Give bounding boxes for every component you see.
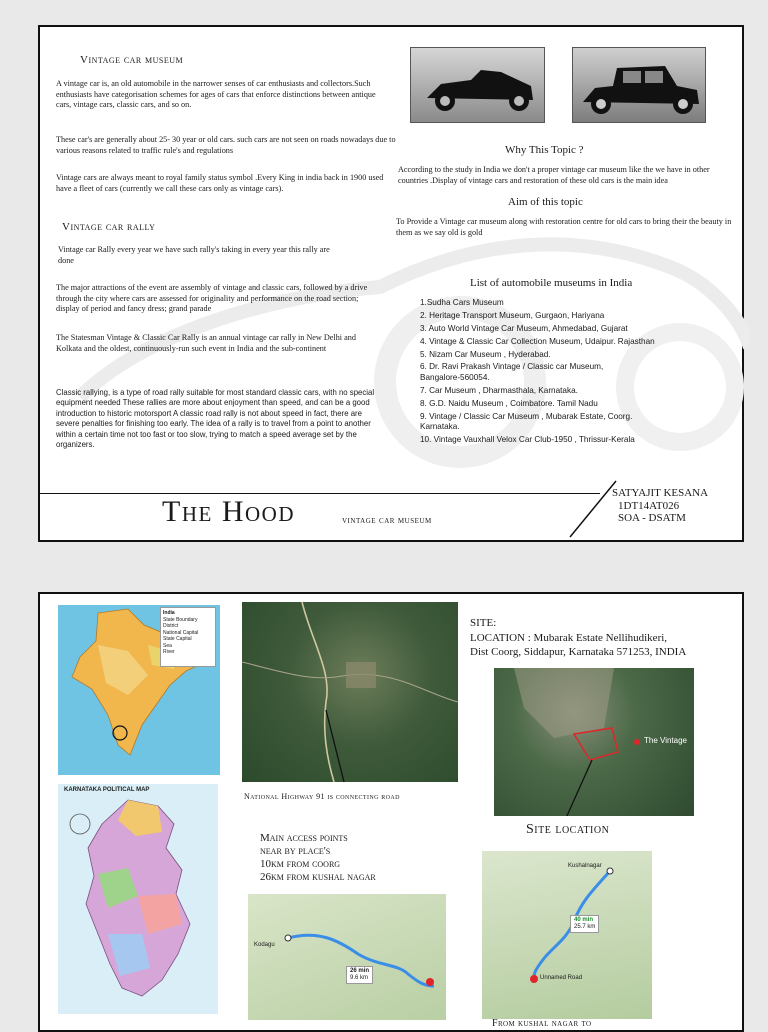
india-map-legend: [160, 607, 216, 667]
rally-paragraph-4: Classic rallying, is a type of road rally suitable for most standard classic cars, with no special equipment needed These rallies are more about enjoyment than speed, and can be a good introduction to historic motorsport A classic road rally is not about speed in fact, there are severe penalties for finishing too early. The idea of a rally is to travel from a point to another within a certain time not too fast or too slow, trying to match a speed average set by the organizers.: [56, 388, 375, 450]
india-map: [58, 605, 220, 775]
karnataka-map-title: KARNATAKA POLITICAL MAP: [64, 787, 150, 793]
route2-dist: 25.7 km: [574, 924, 596, 930]
route1-time: 26 min: [350, 968, 370, 974]
legend-item: State Capital: [163, 636, 192, 642]
rally-paragraph-1: Vintage car Rally every year we have such rally's taking in every year this rally are done: [58, 245, 330, 265]
vintage-car-photo-2: [572, 47, 706, 123]
poster-sheet-2: [38, 592, 744, 1032]
list-item: 2. Heritage Transport Museum, Gurgaon, Hariyana: [420, 310, 605, 320]
legend-item: District: [163, 623, 179, 629]
site-location-text: [470, 616, 686, 660]
bottom-caption: From kushal nagar to: [492, 1018, 592, 1029]
road-icon: [242, 602, 458, 782]
site-label: SITE:: [470, 617, 497, 629]
route1-town: Kodagu: [254, 942, 275, 948]
route2-town: Kushalnagar: [568, 863, 602, 869]
author-school: SOA - DSATM: [618, 512, 686, 524]
site-satellite-map: [494, 668, 694, 816]
legend-item: River: [163, 649, 175, 655]
route-line-icon: [482, 851, 652, 1019]
legend-item: National Capital: [163, 629, 199, 636]
vintage-car-icon: [411, 48, 544, 122]
title-diagonal-divider: [568, 479, 618, 539]
legend-item: State Boundary: [163, 616, 198, 623]
location-line-1: LOCATION : Mubarak Estate Nellihudikeri,: [470, 631, 668, 644]
route2-time: 40 min: [574, 917, 594, 923]
list-item: 1.Sudha Cars Museum: [420, 298, 504, 307]
karnataka-map: [58, 784, 218, 1014]
route2-destination: Unnamed Road: [540, 975, 583, 981]
museum-list: [420, 298, 720, 448]
access-line: near by place's: [260, 845, 331, 857]
list-item: 6. Dr. Ravi Prakash Vintage / Classic car Museum, Bangalore-560054.: [420, 362, 604, 383]
satellite-label: The Vintage: [644, 736, 687, 745]
legend-title: India: [163, 610, 175, 616]
route1-info: [346, 966, 373, 984]
route-line-icon: [248, 894, 446, 1020]
highway-satellite-map: [242, 602, 458, 782]
author-block: [612, 487, 708, 525]
rally-heading: Vintage car rally: [62, 221, 156, 233]
aim-heading: Aim of this topic: [508, 196, 583, 208]
list-item: 10. Vintage Vauxhall Velox Car Club-1950 , Thrissur-Kerala: [420, 435, 635, 445]
author-name: SATYAJIT KESANA: [612, 487, 709, 499]
location-line-2: Dist Coorg, Siddapur, Karnataka 571253, INDIA: [470, 646, 687, 658]
access-line: 10km from coorg: [260, 858, 341, 870]
karnataka-map-icon: [58, 784, 218, 1014]
why-text: According to the study in India we don't a proper vintage car museum like the we have in other countries .Display of vintage cars and restoration of these old cars is the main idea: [398, 165, 710, 185]
site-location-caption: Site location: [526, 822, 610, 837]
access-line: 26km from kushal nagar: [260, 871, 376, 883]
why-heading: Why This Topic ?: [505, 144, 584, 156]
vintage-car-photo-1: [410, 47, 545, 123]
museum-paragraph-2: These car's are generally about 25- 30 year or old cars. such cars are not seen on roads nowadays due to various reasons related to traffic rule's and regulations: [56, 135, 396, 155]
rally-paragraph-3: The Statesman Vintage & Classic Car Rally is an annual vintage car rally in New Delhi and Kolkata and the oldest, continuously-run such event in India and the sub-continent: [56, 333, 356, 353]
list-item: 5. Nizam Car Museum , Hyderabad.: [420, 349, 551, 359]
highway-caption: National Highway 91 is connecting road: [244, 792, 400, 801]
route1-dist: 9.6 km: [350, 975, 369, 981]
rally-paragraph-2: The major attractions of the event are assembly of vintage and classic cars, followed by a drive through the city where cars are assessed for originality and performance on the road section; display of period and fancy dress; grand parade: [56, 283, 368, 314]
list-item: 4. Vintage & Classic Car Collection Museum, Udaipur. Rajasthan: [420, 336, 655, 346]
list-item: 3. Auto World Vintage Car Museum, Ahmedabad, Gujarat: [420, 323, 628, 333]
museum-heading: Vintage car museum: [80, 54, 184, 66]
museum-list-heading: List of automobile museums in India: [470, 277, 633, 289]
aim-text: To Provide a Vintage car museum along with restoration centre for old cars to bring their the beauty in them as we say old is gold: [396, 217, 732, 237]
list-item: 8. G.D. Naidu Museum , Coimbatore. Tamil Nadu: [420, 398, 598, 408]
route2-info: [570, 915, 599, 933]
list-item: 7. Car Museum , Dharmasthala, Karnataka.: [420, 385, 578, 395]
route-map-kushalnagar: [482, 851, 652, 1019]
legend-item: Sea: [163, 642, 172, 649]
title-divider: [40, 493, 600, 494]
page-title: The Hood: [162, 495, 295, 528]
route-map-kodagu: [248, 894, 446, 1020]
access-line: Main access points: [260, 832, 348, 844]
page-subtitle: vintage car museum: [342, 515, 432, 526]
museum-paragraph-3: Vintage cars are always meant to royal family status symbol .Every King in india back in 1900 used have a fleet of cars (currently we call these cars only as vintage cars).: [56, 173, 384, 193]
museum-paragraph-1: A vintage car is, an old automobile in the narrower senses of car enthusiasts and collectors.Such enthusiasts have categorisation schemes for ages of cars that enforce distinctions between antique cars, vintage cars, classic cars, and so on.: [56, 79, 376, 110]
list-item: 9. Vintage / Classic Car Museum , Mubarak Estate, Coorg. Karnataka.: [420, 411, 633, 432]
author-id: 1DT14AT026: [618, 499, 680, 512]
access-points: [260, 832, 376, 884]
poster-sheet-1: [38, 25, 744, 542]
vintage-car-icon: [573, 48, 705, 122]
